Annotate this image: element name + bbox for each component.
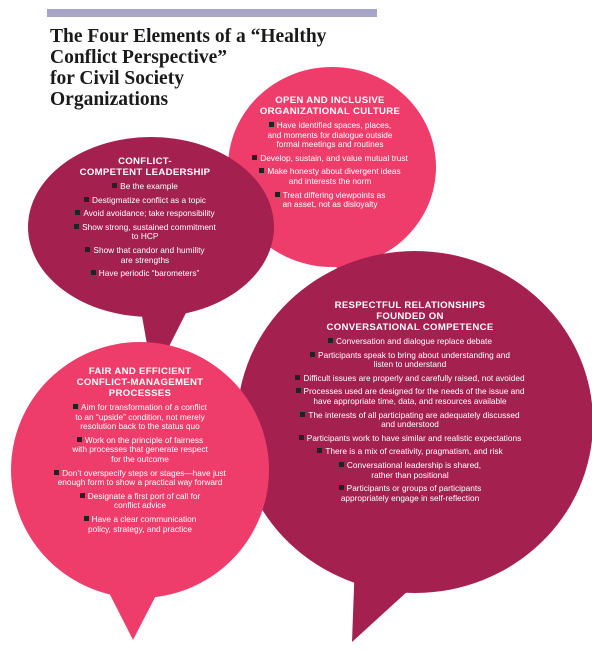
item-line: to HCP	[131, 231, 159, 242]
bullet-icon	[310, 352, 315, 357]
bullet-icon	[75, 210, 80, 215]
item-text: Conversational leadership is shared,	[346, 459, 482, 470]
culture-title	[230, 95, 430, 117]
bullet-icon	[77, 437, 82, 442]
culture-panel	[230, 95, 430, 210]
list-item	[30, 515, 250, 534]
list-item	[40, 196, 250, 206]
item-line: rather than positional	[371, 469, 449, 480]
relationships-title	[250, 300, 570, 333]
item-line	[40, 182, 250, 192]
list-item	[40, 182, 250, 192]
bullet-icon	[269, 122, 274, 127]
item-text: Processes used are designed for the needs of the issue and	[303, 386, 525, 397]
list-item	[250, 411, 570, 430]
item-line: appropriately engage in self-reflection	[340, 492, 480, 503]
item-text: Participants or groups of participants	[346, 483, 482, 494]
bullet-icon	[84, 516, 89, 521]
list-item	[30, 436, 250, 465]
bullet-icon	[112, 183, 117, 188]
item-text: There is a mix of creativity, pragmatism, and risk	[325, 446, 503, 457]
heading-line: FAIR AND EFFICIENT	[88, 366, 192, 377]
bullet-icon	[317, 448, 322, 453]
list-item	[250, 351, 570, 370]
list-item	[230, 167, 430, 186]
bullet-icon	[295, 375, 300, 380]
item-line: resolution back to the status quo	[80, 421, 200, 432]
heading-line: OPEN AND INCLUSIVE	[275, 95, 385, 106]
list-item	[40, 269, 250, 279]
heading-line: ORGANIZATIONAL CULTURE	[259, 106, 401, 117]
bullet-icon	[74, 224, 79, 229]
title-line: The Four Elements of a “Healthy	[50, 26, 327, 47]
bullet-icon	[252, 155, 257, 160]
item-text: Treat differing viewpoints as	[282, 189, 386, 200]
item-text: Show that candor and humility	[93, 244, 205, 255]
item-line: an asset, not as disloyalty	[282, 199, 378, 210]
item-text: Have identified spaces, places,	[276, 120, 392, 130]
management-panel	[30, 366, 250, 534]
heading-line: RESPECTFUL RELATIONSHIPS	[334, 300, 486, 311]
item-text: Be the example	[120, 181, 178, 191]
list-item	[250, 484, 570, 503]
bullet-icon	[73, 404, 78, 409]
item-text: Difficult issues are properly and carefully raised, not avoided	[303, 372, 525, 383]
title-line: Organizations	[50, 89, 169, 110]
list-item	[30, 469, 250, 488]
list-item	[250, 447, 570, 457]
item-line: conflict advice	[113, 500, 167, 511]
item-line	[40, 209, 250, 219]
bullet-icon	[300, 412, 305, 417]
leadership-title	[40, 156, 250, 178]
item-text: Participants work to have similar and realistic expectations	[306, 432, 522, 443]
list-item	[250, 434, 570, 444]
list-item	[30, 403, 250, 432]
item-line: listen to understand	[373, 359, 447, 370]
item-text: Have periodic “barometers”	[98, 268, 200, 279]
item-text: The interests of all participating are adequately discussed	[308, 409, 520, 420]
list-item	[230, 191, 430, 210]
list-item	[40, 209, 250, 219]
item-line	[250, 447, 570, 457]
title-line: for Civil Society	[50, 68, 184, 89]
item-text: Show strong, sustained commitment	[82, 221, 216, 232]
item-line: and moments for dialogue outside	[267, 129, 393, 140]
relationships-panel	[250, 300, 570, 503]
bullet-icon	[339, 462, 344, 467]
bullet-icon	[328, 338, 333, 343]
item-text: Destigmatize conflict as a topic	[92, 194, 206, 205]
item-text: Have a clear communication	[91, 513, 197, 524]
item-text: Develop, sustain, and value mutual trust	[260, 152, 408, 163]
item-text: Aim for transformation of a conflict	[81, 402, 207, 412]
item-text: Make honesty about divergent ideas	[267, 166, 401, 177]
heading-line: COMPETENT LEADERSHIP	[79, 167, 211, 178]
item-line: and understood	[381, 419, 439, 430]
item-line	[250, 434, 570, 444]
item-text: Don’t overspecify steps or stages—have just	[62, 467, 226, 478]
item-text: Avoid avoidance; take responsibility	[83, 208, 215, 219]
heading-line: FOUNDED ON	[376, 311, 444, 322]
leadership-panel	[40, 156, 250, 279]
list-item	[250, 387, 570, 406]
list-item	[250, 337, 570, 347]
bullet-icon	[80, 493, 85, 498]
list-item	[30, 492, 250, 511]
heading-line: PROCESSES	[108, 388, 172, 399]
item-line: with processes that generate respect	[72, 444, 208, 455]
heading-line: CONVERSATIONAL COMPETENCE	[326, 322, 494, 333]
item-line: have appropriate time, data, and resources available	[313, 395, 507, 406]
item-text: Participants speak to bring about understanding and	[318, 349, 510, 360]
bullet-icon	[84, 197, 89, 202]
bullet-icon	[85, 247, 90, 252]
item-line	[250, 337, 570, 347]
bullet-icon	[339, 485, 344, 490]
title-line: Conflict Perspective”	[50, 47, 228, 68]
item-line: for the outcome	[111, 453, 169, 464]
item-text: Work on the principle of fairness	[84, 434, 204, 445]
heading-line: CONFLICT-	[118, 156, 172, 167]
bullet-icon	[275, 192, 280, 197]
list-item	[230, 121, 430, 150]
management-title	[30, 366, 250, 399]
heading-line: CONFLICT-MANAGEMENT	[76, 377, 204, 388]
item-line: formal meetings and routines	[276, 139, 384, 150]
list-item	[40, 223, 250, 242]
list-item	[40, 246, 250, 265]
item-text: Designate a first port of call for	[87, 490, 201, 501]
item-line: and interests the norm	[288, 175, 372, 186]
item-line	[250, 374, 570, 384]
bullet-icon	[259, 168, 264, 173]
item-line	[40, 196, 250, 206]
bullet-icon	[296, 388, 301, 393]
bullet-icon	[54, 470, 59, 475]
item-line	[40, 269, 250, 279]
item-line: are strengths	[120, 254, 170, 265]
item-line: enough form to show a practical way forward	[57, 477, 223, 488]
item-line: policy, strategy, and practice	[88, 523, 192, 534]
list-item	[230, 154, 430, 164]
item-line: to an “upside” condition, not merely	[75, 411, 205, 422]
item-text: Conversation and dialogue replace debate	[336, 336, 492, 346]
list-item	[250, 461, 570, 480]
item-line	[230, 154, 430, 164]
list-item	[250, 374, 570, 384]
bullet-icon	[91, 270, 96, 275]
bullet-icon	[299, 435, 304, 440]
